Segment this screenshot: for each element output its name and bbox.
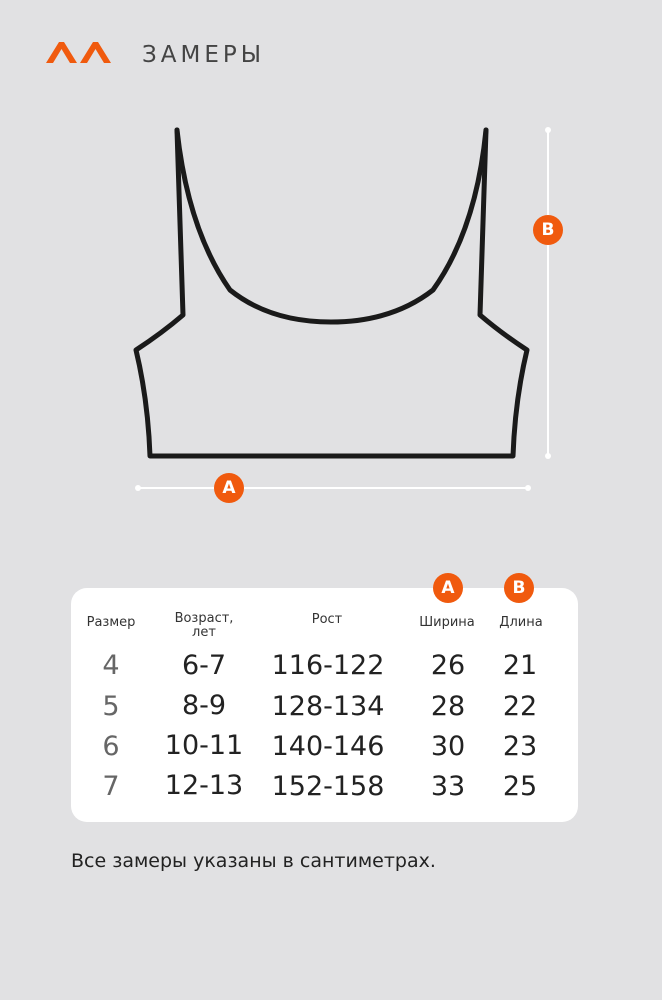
cell-age: 8-9	[181, 690, 227, 721]
marker-a: A	[214, 473, 244, 503]
cell-height: 140-146	[271, 731, 385, 762]
header-age	[154, 612, 254, 640]
cell-width: 33	[430, 771, 466, 802]
header-size: Размер	[86, 615, 136, 630]
cell-height: 128-134	[271, 691, 385, 722]
cell-size: 4	[102, 650, 120, 681]
header-length: Длина	[499, 615, 543, 630]
top-outline	[136, 130, 527, 456]
cell-size: 5	[102, 691, 120, 722]
size-table	[71, 588, 578, 822]
width-measure-line	[135, 485, 531, 491]
cell-age: 12-13	[164, 770, 244, 801]
neckline	[177, 130, 486, 322]
cell-length: 25	[502, 771, 538, 802]
cell-age: 6-7	[181, 650, 227, 681]
length-measure-line	[545, 127, 551, 459]
header-age-line2: лет	[192, 625, 216, 640]
page-title: ЗАМЕРЫ	[142, 42, 266, 68]
marker-width-column: A	[433, 573, 463, 603]
cell-length: 21	[502, 650, 538, 681]
header-age-line1: Возраст,	[174, 611, 234, 626]
cell-size: 7	[102, 771, 120, 802]
cell-height: 152-158	[271, 771, 385, 802]
header-height: Рост	[311, 612, 343, 627]
cell-width: 26	[430, 650, 466, 681]
cell-age: 10-11	[164, 730, 244, 761]
cell-height: 116-122	[271, 650, 385, 681]
cell-size: 6	[102, 731, 120, 762]
cell-length: 23	[502, 731, 538, 762]
marker-length-column: B	[504, 573, 534, 603]
header-width: Ширина	[419, 615, 475, 630]
marker-b: B	[533, 215, 563, 245]
cell-length: 22	[502, 691, 538, 722]
footnote: Все замеры указаны в сантиметрах.	[71, 850, 436, 872]
cell-width: 28	[430, 691, 466, 722]
cell-width: 30	[430, 731, 466, 762]
